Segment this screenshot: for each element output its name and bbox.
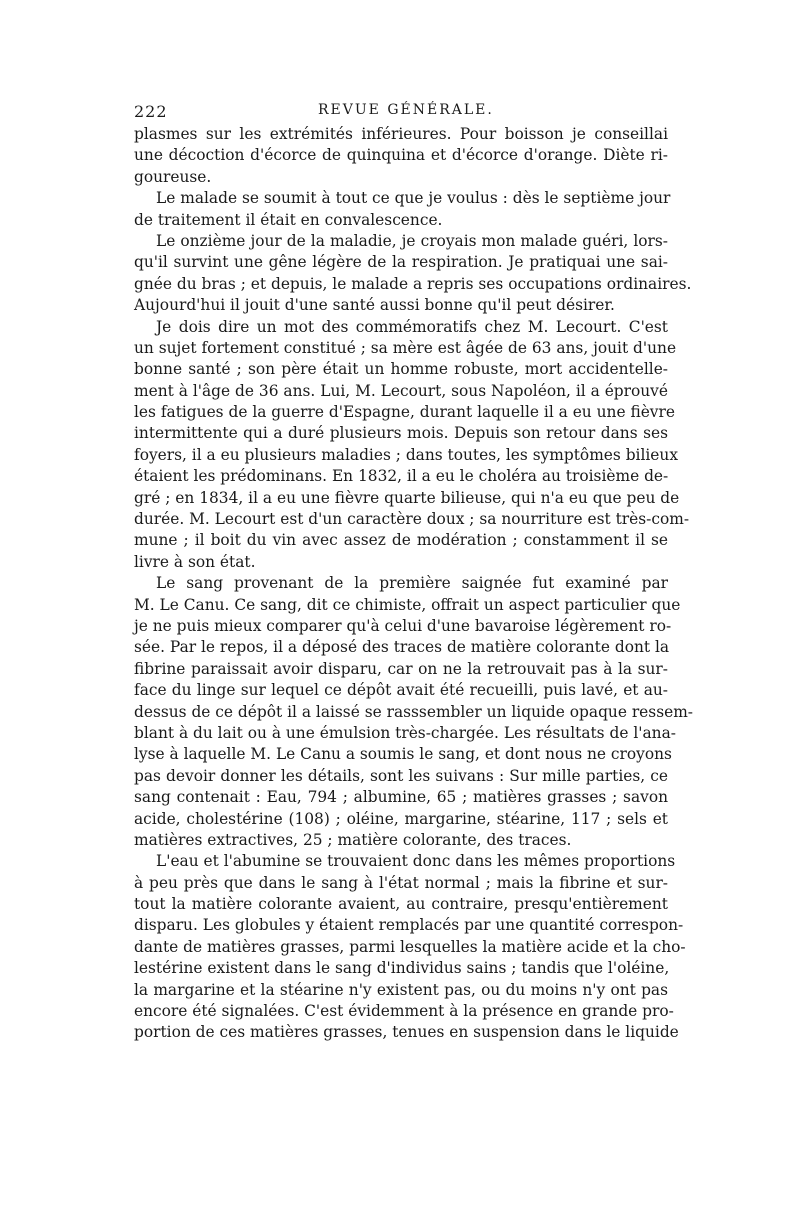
text-line: blant à du lait ou à une émulsion très-chargée. Les résultats de l'ana- — [134, 723, 676, 742]
text-line: M. Le Canu. Ce sang, dit ce chimiste, offrait un aspect particulier que — [134, 595, 681, 614]
text-line: disparu. Les globules y étaient remplacés par une quantité correspon- — [134, 916, 684, 935]
text-line: qu'il survint une gêne légère de la respiration. Je pratiquai une sai- — [134, 253, 668, 272]
text-line: à peu près que dans le sang à l'état normal ; mais la fibrine et sur- — [134, 873, 668, 892]
text-line: gnée du bras ; et depuis, le malade a repris ses occupations ordinaires. — [134, 274, 692, 293]
running-head — [134, 98, 668, 124]
text-line: un sujet fortement constitué ; sa mère est âgée de 63 ans, jouit d'une — [134, 338, 677, 357]
text-line: pas devoir donner les détails, sont les suivans : Sur mille parties, ce — [134, 766, 668, 785]
text-line: L'eau et l'abumine se trouvaient donc dans les mêmes proportions — [156, 852, 676, 871]
text-line: goureuse. — [134, 167, 212, 186]
text-line: portion de ces matières grasses, tenues en suspension dans le liquide — [134, 1023, 679, 1042]
text-line: bonne santé ; son père était un homme robuste, mort accidentelle- — [134, 360, 668, 379]
text-line: Aujourd'hui il jouit d'une santé aussi bonne qu'il peut désirer. — [134, 296, 615, 315]
text-line: les fatigues de la guerre d'Espagne, durant laquelle il a eu une fièvre — [134, 403, 675, 422]
text-line: foyers, il a eu plusieurs maladies ; dans toutes, les symptômes bilieux — [134, 445, 679, 464]
text-line: Le onzième jour de la maladie, je croyais mon malade guéri, lors- — [156, 231, 668, 250]
text-line: la margarine et la stéarine n'y existent pas, ou du moins n'y ont pas — [134, 980, 668, 999]
text-line: face du linge sur lequel ce dépôt avait été recueilli, puis lavé, et au- — [134, 681, 668, 700]
text-line: livre à son état. — [134, 552, 256, 571]
text-line: lestérine existent dans le sang d'individus sains ; tandis que l'oléine, — [134, 959, 670, 978]
text-line: étaient les prédominans. En 1832, il a eu le choléra au troisième de- — [134, 467, 669, 486]
text-line: mune ; il boit du vin avec assez de modération ; constamment il se — [134, 531, 668, 550]
text-line: ment à l'âge de 36 ans. Lui, M. Lecourt, sous Napoléon, il a éprouvé — [134, 381, 668, 400]
text-line: acide, cholestérine (108) ; oléine, margarine, stéarine, 117 ; sels et — [134, 809, 668, 828]
text-line: dante de matières grasses, parmi lesquelles la matière acide et la cho- — [134, 937, 686, 956]
text-line: tout la matière colorante avaient, au contraire, presqu'entièrement — [134, 895, 668, 914]
text-line: Je dois dire un mot des commémoratifs chez M. Lecourt. C'est — [156, 317, 668, 336]
text-line: sée. Par le repos, il a déposé des traces de matière colorante dont la — [134, 638, 670, 657]
text-line: durée. M. Lecourt est d'un caractère doux ; sa nourriture est très-com- — [134, 510, 690, 529]
text-line: matières extractives, 25 ; matière colorante, des traces. — [134, 830, 572, 849]
text-line: encore été signalées. C'est évidemment à la présence en grande pro- — [134, 1002, 674, 1021]
text-line: je ne puis mieux comparer qu'à celui d'une bavaroise légèrement ro- — [134, 616, 672, 635]
page-body — [134, 98, 693, 1044]
text-line: Le sang provenant de la première saignée fut examiné par — [156, 574, 668, 593]
text-line: plasmes sur les extrémités inférieures. Pour boisson je conseillai — [134, 125, 668, 143]
text-line: une décoction d'écorce de quinquina et d'écorce d'orange. Diète ri- — [134, 146, 668, 165]
text-line: fibrine paraissait avoir disparu, car on ne la retrouvait pas à la sur- — [134, 659, 668, 678]
text-line: dessus de ce dépôt il a laissé se rasssembler un liquide opaque ressem- — [134, 702, 693, 721]
journal-title: REVUE GÉNÉRALE. — [318, 102, 494, 118]
page-number: 222 — [134, 102, 168, 121]
text-line: lyse à laquelle M. Le Canu a soumis le sang, et dont nous ne croyons — [134, 745, 672, 764]
text-line: de traitement il était en convalescence. — [134, 210, 443, 229]
text-line: sang contenait : Eau, 794 ; albumine, 65 ; matières grasses ; savon — [134, 788, 668, 807]
text-block — [134, 124, 693, 1044]
text-line: intermittente qui a duré plusieurs mois. Depuis son retour dans ses — [134, 424, 668, 443]
text-line: Le malade se soumit à tout ce que je voulus : dès le septième jour — [156, 189, 671, 208]
text-line: gré ; en 1834, il a eu une fièvre quarte bilieuse, qui n'a eu que peu de — [134, 488, 680, 507]
